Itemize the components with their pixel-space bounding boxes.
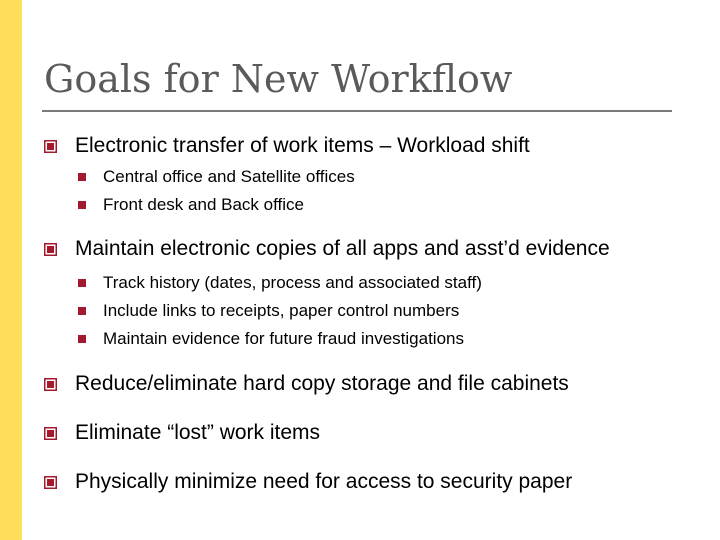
filled-square-bullet-icon: [78, 201, 86, 209]
square-bullet-icon: [44, 243, 57, 256]
accent-bar: [0, 0, 22, 540]
bullet-text: Electronic transfer of work items – Workload shift: [75, 134, 530, 157]
sub-bullet-text: Include links to receipts, paper control numbers: [103, 301, 460, 320]
filled-square-bullet-icon: [78, 335, 86, 343]
square-bullet-icon: [44, 427, 57, 440]
bullet-text: Maintain electronic copies of all apps and asst’d evidence: [75, 237, 610, 260]
bullet-text: Eliminate “lost” work items: [75, 421, 321, 444]
sub-bullet-text: Central office and Satellite offices: [103, 167, 355, 186]
square-bullet-icon: [44, 140, 57, 153]
square-bullet-icon: [44, 476, 57, 489]
bullet-text: Reduce/eliminate hard copy storage and file cabinets: [75, 372, 569, 395]
filled-square-bullet-icon: [78, 279, 86, 287]
sub-bullet-text: Maintain evidence for future fraud investigations: [103, 329, 464, 348]
filled-square-bullet-icon: [78, 307, 86, 315]
filled-square-bullet-icon: [78, 173, 86, 181]
sub-bullet-text: Track history (dates, process and associated staff): [103, 273, 482, 292]
sub-bullet-text: Front desk and Back office: [103, 195, 304, 214]
bullet-text: Physically minimize need for access to security paper: [75, 470, 573, 493]
title-divider: [42, 110, 672, 112]
slide-title: Goals for New Workflow: [44, 57, 513, 101]
square-bullet-icon: [44, 378, 57, 391]
